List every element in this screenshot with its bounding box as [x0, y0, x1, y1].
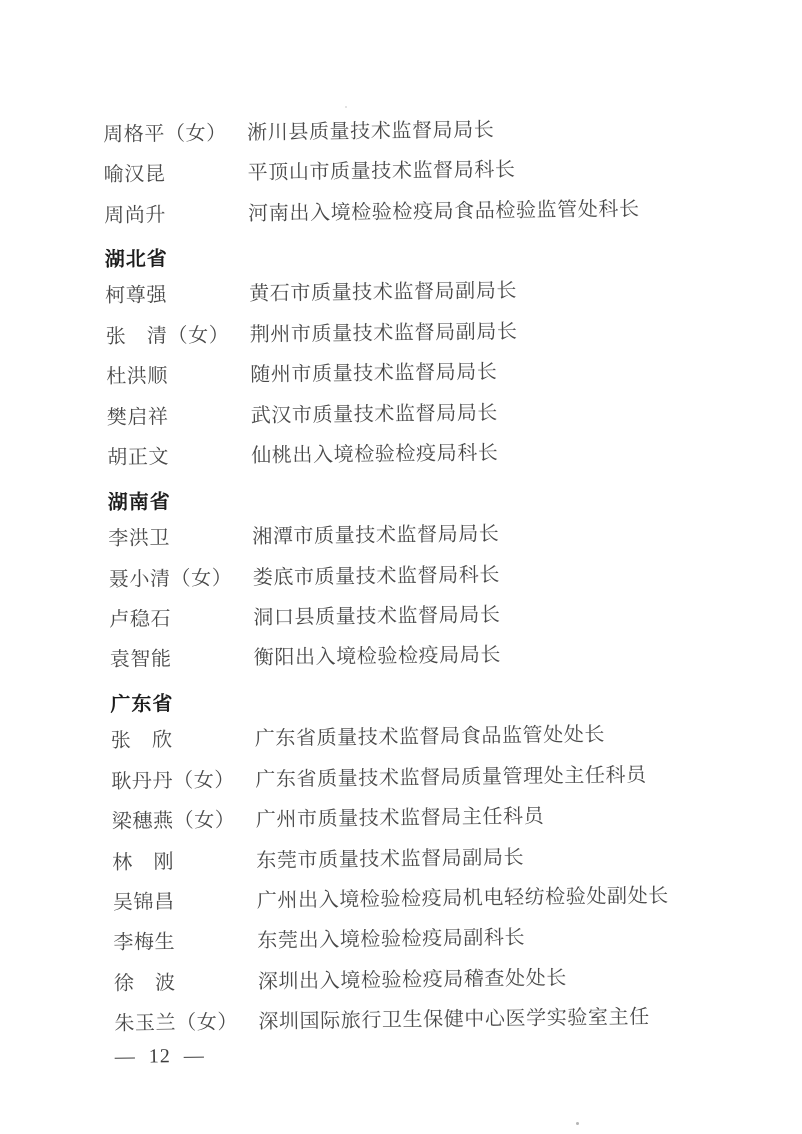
- person-position: 武汉市质量技术监督局局长: [250, 401, 499, 427]
- list-row: [104, 185, 724, 233]
- person-name: 聂小清（女）: [108, 566, 233, 591]
- person-name: 胡正文: [107, 446, 170, 470]
- person-position: 广东省质量技术监督局食品监管处处长: [254, 724, 606, 751]
- person-position: 黄石市质量技术监督局副局长: [249, 280, 518, 306]
- person-position: 仙桃出入境检验检疫局科长: [251, 442, 499, 468]
- person-position: 淅川县质量技术监督局局长: [247, 118, 495, 144]
- person-position: 湘潭市质量技术监督局局长: [252, 523, 500, 549]
- person-name: 李梅生: [113, 931, 176, 955]
- person-position: 洞口县质量技术监督局局长: [253, 604, 501, 630]
- person-position: 广州出入境检验检疫局机电轻纺检验处副处长: [256, 884, 669, 913]
- person-name: 徐 波: [113, 972, 176, 995]
- person-name: 卢稳石: [109, 608, 172, 631]
- person-position: 随州市质量技术监督局局长: [250, 361, 498, 387]
- person-position: 平顶山市质量技术监督局科长: [247, 158, 516, 185]
- person-name: 梁穗燕（女）: [111, 809, 236, 834]
- award-list: [103, 104, 735, 1042]
- person-position: 深圳出入境检验检疫局稽查处处长: [257, 967, 567, 994]
- person-name: 朱玉兰（女）: [114, 1011, 239, 1036]
- list-row: [114, 994, 734, 1042]
- person-name: 周格平（女）: [103, 122, 227, 146]
- list-row: [110, 630, 730, 678]
- person-name: 吴锦昌: [112, 891, 175, 914]
- person-name: 柯尊强: [105, 284, 168, 308]
- person-name: 张 欣: [110, 729, 173, 753]
- section-header: [104, 230, 724, 278]
- person-name: 周尚升: [104, 203, 167, 227]
- province-name: 广东省: [110, 693, 174, 716]
- list-row: [107, 428, 727, 476]
- person-position: 河南出入境检验检疫局食品检验监管处科长: [248, 197, 640, 225]
- person-name: 杜洪顺: [106, 365, 169, 389]
- person-name: 李洪卫: [108, 527, 171, 551]
- person-position: 广州市质量技术监督局主任科员: [255, 805, 545, 832]
- person-position: 衡阳出入境检验检疫局局长: [253, 644, 502, 670]
- person-position: 东莞市质量技术监督局副局长: [256, 846, 525, 872]
- person-name: 耿丹丹（女）: [111, 769, 236, 793]
- person-position: 深圳国际旅行卫生保健中心医学实验室主任: [258, 1006, 650, 1034]
- page-number: — 12 —: [114, 1044, 205, 1068]
- section-header: [110, 674, 730, 722]
- province-name: 湖北省: [104, 248, 168, 272]
- scan-speck: [576, 1122, 579, 1125]
- person-position: 荆州市质量技术监督局副局长: [249, 320, 518, 347]
- section-header: [108, 472, 728, 520]
- person-name: 喻汉昆: [103, 163, 166, 187]
- person-name: 张 清（女）: [105, 324, 230, 348]
- person-position: 东莞出入境检验检疫局副科长: [257, 927, 526, 953]
- person-name: 林 刚: [112, 850, 175, 874]
- scan-speck: [345, 106, 347, 108]
- person-position: 广东省质量技术监督局质量管理处主任科员: [255, 763, 647, 791]
- province-name: 湖南省: [107, 490, 171, 514]
- person-position: 娄底市质量技术监督局科长: [252, 563, 501, 589]
- person-name: 袁智能: [109, 648, 172, 672]
- person-name: 樊启祥: [106, 405, 169, 429]
